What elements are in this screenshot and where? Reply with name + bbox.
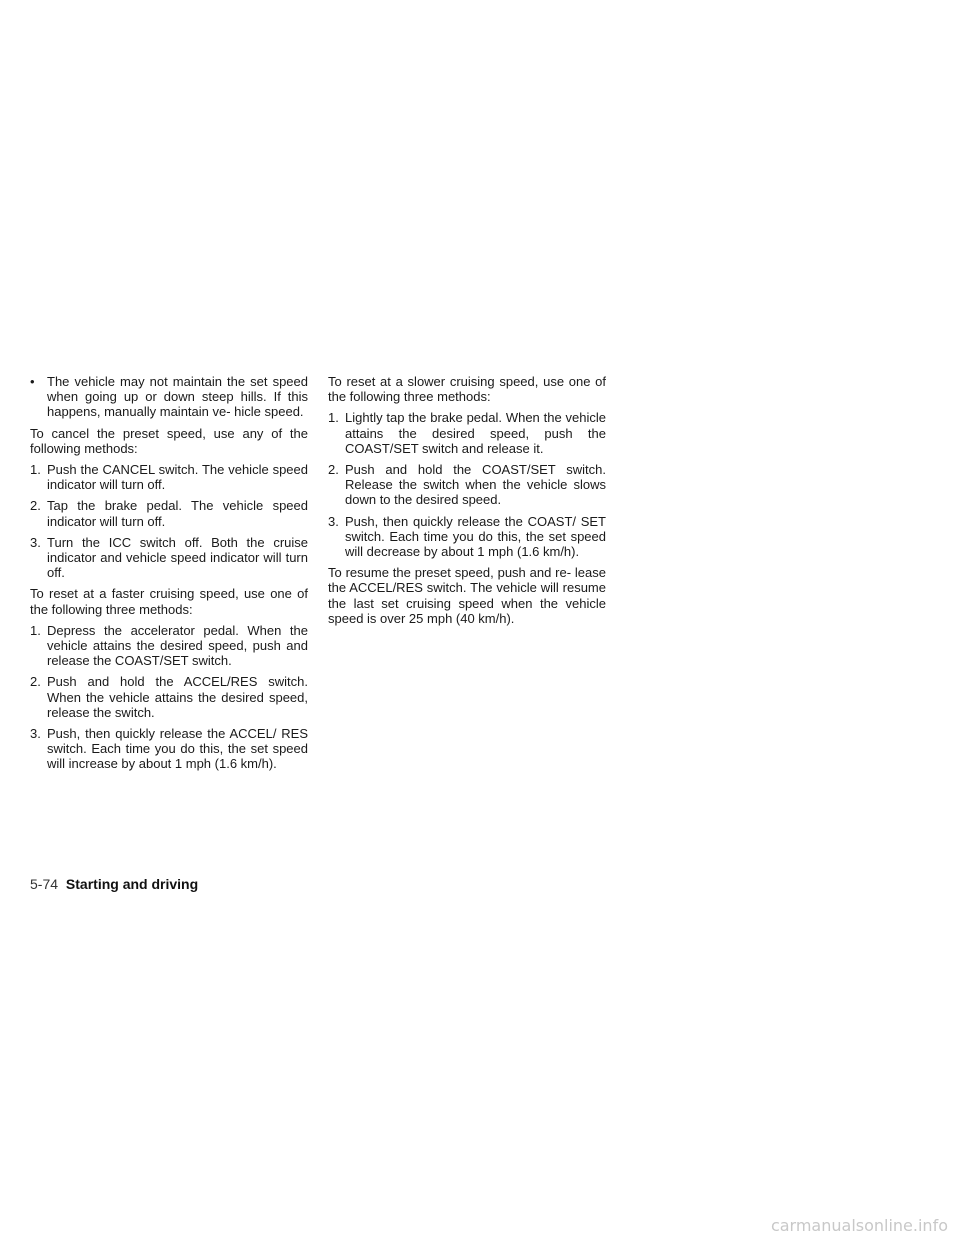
slower-intro: To reset at a slower cruising speed, use one of the following three methods: [328, 374, 606, 405]
step-number: 1. [30, 622, 41, 638]
step-text: Tap the brake pedal. The vehicle speed indicator will turn off. [47, 498, 308, 529]
page-number: 5-74 [30, 876, 59, 892]
step-text: Lightly tap the brake pedal. When the vehicle attains the desired speed, push the COAST/SET switch and release it. [345, 410, 606, 456]
step-text: Depress the accelerator pedal. When the vehicle attains the desired speed, push and release the COAST/SET switch. [47, 622, 308, 669]
step-text: Push and hold the ACCEL/RES switch. When the vehicle attains the desired speed, release the switch. [47, 674, 308, 720]
step-number: 3. [30, 534, 41, 550]
step-text: Push, then quickly release the COAST/ SET switch. Each time you do this, the set speed will decrease by about 1 mph (1.6 km/h). [345, 513, 606, 560]
step-text: Turn the ICC switch off. Both the cruise indicator and vehicle speed indicator will turn off. [47, 534, 308, 581]
resume-paragraph: To resume the preset speed, push and re- lease the ACCEL/RES switch. The vehicle will resume the last set cruising speed when the vehicle speed is over 25 mph (40 km/h). [328, 565, 606, 626]
watermark: carmanualsonline.info [770, 1216, 948, 1235]
faster-step-3 [30, 726, 308, 772]
step-number: 2. [328, 462, 339, 478]
bullet-marker: • [30, 374, 35, 389]
step-text: Push, then quickly release the ACCEL/ RES switch. Each time you do this, the set speed will increase by about 1 mph (1.6 km/h). [47, 726, 308, 772]
step-text: Push and hold the COAST/SET switch. Release the switch when the vehicle slows down to the desired speed. [345, 462, 606, 508]
cancel-step-3 [30, 535, 308, 581]
bullet-text: The vehicle may not maintain the set speed when going up or down steep hills. If this happens, manually maintain ve- hicle speed. [47, 374, 308, 420]
faster-intro: To reset at a faster cruising speed, use one of the following three methods: [30, 586, 308, 617]
section-title: Starting and driving [65, 876, 199, 892]
cancel-step-2 [30, 498, 308, 528]
bullet-item [30, 374, 308, 420]
step-number: 2. [30, 674, 41, 690]
cancel-step-1 [30, 462, 308, 492]
faster-step-2 [30, 674, 308, 720]
left-column [30, 374, 308, 778]
right-column [328, 374, 606, 632]
cancel-intro: To cancel the preset speed, use any of the following methods: [30, 425, 308, 456]
slower-step-1 [328, 410, 606, 456]
step-number: 3. [328, 513, 339, 529]
faster-step-1 [30, 623, 308, 669]
step-text: Push the CANCEL switch. The vehicle speed indicator will turn off. [47, 462, 308, 493]
step-number: 1. [30, 462, 41, 478]
step-number: 1. [328, 410, 339, 426]
slower-step-2 [328, 462, 606, 508]
step-number: 2. [30, 498, 41, 514]
step-number: 3. [30, 726, 41, 742]
page-footer [30, 876, 198, 892]
slower-step-3 [328, 514, 606, 560]
